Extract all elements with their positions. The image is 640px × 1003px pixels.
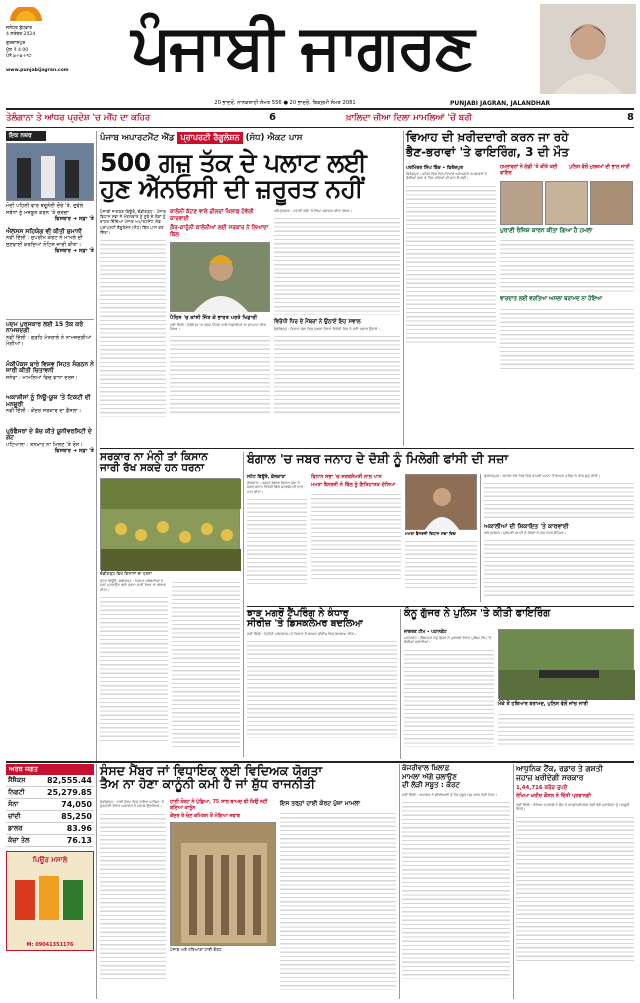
kejriwal-filler [402,799,510,979]
bengal-col1 [247,474,307,586]
left-item-4 [6,362,94,382]
education-subhead: ਇਸ ਤਰ੍ਹਾਂ ਹਾਈ ਕੋਰਟ ਪੁੱਜਾ ਮਾਮਲਾ [280,800,361,807]
left-column-divider [96,131,97,761]
masthead-website: www.punjabijagran.com [6,68,69,74]
education-col1 [100,800,166,981]
lead-kicker-post: (ਸੋਧ) ਐਕਟ ਪਾਸ [245,132,303,143]
right-top-headline-2: ਭੈਣ-ਭਰਾਵਾਂ 'ਤੇ ਫਾਇਰਿੰਗ, 3 ਦੀ ਮੌਤ [406,144,569,159]
teaser-link-2[interactable] [346,110,634,125]
left-item-text: ਪਟਿਆਲਾ : ਤਨਖ਼ਾਹ ਨਾ ਮਿਲਣ 'ਤੇ ਰੋਸ। [6,441,83,448]
left-item-text: ਜਨੇਵਾ : ਮਾਮਲਿਆਂ ਵਿਚ ਵਾਧਾ ਦਰਜ। [6,374,78,381]
market-row-gold [6,799,94,811]
kejriwal-head-1: ਕੇਜਰੀਵਾਲ ਖ਼ਿਲਾਫ਼ [402,764,450,772]
lead-headline-line1: 500 ਗਜ਼ ਤੱਕ ਦੇ ਪਲਾਟ ਲਈ [100,148,367,177]
kannu-col1 [404,629,494,747]
bengal-photo [405,474,477,530]
mid-col-b-body: ਚੰਡੀਗੜ੍ਹ : ਵਿਧਾਨ ਸਭਾ ਵਿਚ ਚਰਚਾ ਦੌਰਾਨ ਵਿਰੋਧੀ ਧਿਰ ਨੇ ਕਈ ਸਵਾਲ ਉਠਾਏ। [274,326,380,331]
teaser-rule [6,127,634,128]
education-bullet-2: ਕੇਂਦਰ ਤੇ ਚੋਣ ਕਮਿਸ਼ਨ ਤੋਂ ਮੰਗਿਆ ਜਵਾਬ [170,813,240,819]
edition-label: PUNJABI JAGRAN, JALANDHAR [450,100,551,107]
masthead-edition-place: ਗੁਰਦਾਸਪੁਰ [6,41,26,47]
defence-bullet-2: ਰੱਖਿਆ ਖ਼ਰੀਦ ਕੌਂਸਲ ਨੇ ਦਿੱਤੀ ਪ੍ਰਵਾਨਗੀ [516,792,591,799]
mid-col-a-body: ਨਵੀਂ ਦਿੱਲੀ : ਓਲੰਪਿਕ 'ਚ ਤਗਮੇ ਜਿੱਤਣ ਵਾਲੇ ਖਿਡਾਰੀਆਂ ਦਾ ਸਨਮਾਨ ਕੀਤਾ ਗਿਆ। [170,322,267,331]
left-item-1 [6,203,94,223]
education-col3 [280,800,396,990]
kejriwal-divider [513,764,514,999]
market-value: 74,050 [61,800,92,809]
kannu-headline: ਕੰਨੂ ਗੁੱਜਰ ਨੇ ਪੁਲਿਸ 'ਤੇ ਕੀਤੀ ਫਾਇਰਿੰਗ [404,608,551,619]
kannu-byline: ਜਾਗਰਣ ਟੀਮ • ਪਠਾਨਕੋਟ [404,630,447,635]
defence-headline-2: ਜਹਾਜ਼ ਖ਼ਰੀਦੇਗੀ ਸਰਕਾਰ [516,773,584,782]
market-row-dollar [6,823,94,835]
teaser-text: ਤੇਲੰਗਾਨਾ ਤੇ ਆਂਧਰ ਪ੍ਰਦੇਸ਼ 'ਚ ਮੀਂਹ ਦਾ ਕਹਿਰ [6,112,151,123]
masthead-day: ਜਲੰਧਰ ਬੁੱਧਵਾਰ [6,26,33,31]
mid-col-a-head: ਪੈਰਿਸ 'ਚ ਕਾਂਸੀ ਜਿੱਤ ਕੇ ਭਾਰਤ ਪਰਤੇ ਖਿਡਾਰੀ [170,315,258,321]
right-top-subhead-2: ਵਾਰਦਾਤ ਲਈ ਵਰਤਿਆ ਅਸਲਾ ਬਰਾਮਦ ਨਾ ਹੋਇਆ [500,296,603,303]
right-top-bullets [500,165,634,177]
left-item-ref: ਵਿਸਥਾਰ ➜ ਸਫ਼ਾ 'ਤੇ [54,448,94,454]
teaser-page: 8 [627,112,634,123]
ad-phone: M: 09041351176 [26,942,74,948]
victim-photo-1 [500,181,543,225]
right-top-photos [500,181,634,225]
markets-box [6,764,94,999]
bengal-filler-2 [311,491,401,581]
ott-filler [247,638,397,738]
jagran-logo-sun-icon [8,6,44,20]
ott-story [247,609,397,759]
defence-filler [516,814,634,964]
lead-divider [403,131,404,446]
left-item-5 [6,395,94,415]
victim-photo-3 [590,181,633,225]
bengal-bullet-1: ਵਿਧਾਨ ਸਭਾ 'ਚ ਸਰਬਸੰਮਤੀ ਨਾਲ ਪਾਸ [311,474,382,480]
teaser-link-1[interactable] [6,110,276,125]
markets-divider [96,764,97,999]
kannu-story [404,609,634,759]
market-row-sensex [6,775,94,787]
market-row-nifty [6,787,94,799]
ott-headline-2: ਸੀਰੀਜ਼ 'ਤੇ ਡਿਸਕਲੇਮਰ ਬਦਲਿਆ [247,617,363,629]
kannu-side: ਮੌਕੇ ਤੋਂ ਹਥਿਆਰ ਬਰਾਮਦ, ਪੁਲਿਸ ਵੱਲੋਂ ਜਾਂਚ ਜਾਰੀ [498,701,589,707]
right-mid-story [484,474,634,597]
mid-col-a-body2: ਅੰਮ੍ਰਿਤਸਰ : ਹਵਾਈ ਅੱਡੇ 'ਤੇ ਨਿੱਘਾ ਸਵਾਗਤ ਕੀਤਾ ਗਿਆ। [274,209,353,213]
bengal-right-divider [480,474,481,602]
left-column-label: ਇਕ ਨਜ਼ਰ [6,131,46,141]
right-top-bullet-2: ਪੁਲਿਸ ਵੱਲੋਂ ਮੁਲਜ਼ਮਾਂ ਦੀ ਭਾਲ ਜਾਰੀ [569,165,630,170]
left-item-text: ਨਵੀਂ ਦਿੱਲੀ : ਗ੍ਰਹਿ ਮੰਤਰਾਲੇ ਨੇ ਨਾਮਜ਼ਦਗੀਆਂ ਮੰਗੀਆਂ। [6,334,92,347]
lead-col2 [170,209,270,444]
left-item-text: ਮੋਦੀ ਪਹਿਲੀ ਵਾਰ ਬਰੂਨੇਈ ਦੌਰੇ 'ਤੇ, ਦੁਵੱਲੇ ਸਬੰਧਾਂ ਨੂੰ ਮਜ਼ਬੂਤ ਕਰਨ 'ਤੇ ਚਰਚਾ [6,203,84,216]
defence-bullet-1: 1,44,716 ਕਰੋੜ ਰੁਪਏ [516,785,568,791]
lead-body-filler [100,237,166,417]
markets-label: ਅਰਥ ਜਗਤ [6,764,94,775]
right-top-col2-filler [500,237,634,293]
kannu-filler [404,647,494,747]
row-rule-2 [247,606,634,607]
high-court-photo [170,822,276,946]
lead-photo [170,242,270,312]
education-filler [100,811,166,981]
farmers-filler [100,594,168,744]
right-mid-filler [484,480,634,520]
education-body: ਚੰਡੀਗੜ੍ਹ : ਹਾਈ ਕੋਰਟ ਵਿਚ ਦਾਇਰ ਪਟੀਸ਼ਨ 'ਤੇ ਸੁਣਵਾਈ ਦੌਰਾਨ ਅਦਾਲਤ ਨੇ ਸਵਾਲ ਉਠਾਇਆ। [100,800,164,809]
bengal-filler-3 [405,538,477,588]
kannu-photo [498,629,634,699]
teaser-strip [6,110,634,125]
left-item-head: ਪ੍ਰੋਫੈਸਰਾਂ ਦੇ ਬੱਚ ਕੀਤੇ ਯੂਨੀਵਰਸਿਟੀ ਦੇ ਗੇਟ [6,427,92,441]
lead-col1 [100,209,166,444]
masthead-pages: ਪੰਨੇ ੪+੪+੧੨ [6,53,32,59]
market-name: ਕੱਚਾ ਤੇਲ [8,836,30,844]
left-item-head: ਮੰਕੀਪੌਕਸ ਬਾਰੇ ਵਿਸ਼ਵ ਸਿਹਤ ਸੰਗਠਨ ਨੇ ਜਾਰੀ ਕੀਤੀ ਚਿਤਾਵਨੀ [6,360,94,374]
right-top-headline-1: ਵਿਆਹ ਦੀ ਖ਼ਰੀਦਦਾਰੀ ਕਰਨ ਜਾ ਰਹੇ [406,130,569,144]
ott-body: ਨਵੀਂ ਦਿੱਲੀ : ਓਟੀਟੀ ਪਲੇਟਫਾਰਮ ਨੇ ਵਿਵਾਦ ਤੋਂ ਬਾਅਦ ਸੀਰੀਜ਼ ਵਿਚ ਬਦਲਾਅ ਕੀਤਾ। [247,631,357,636]
defence-story [516,764,634,999]
market-name: ਚਾਂਦੀ [8,812,21,820]
left-filler-text [6,257,94,315]
farmers-filler-2 [172,579,240,749]
victim-photo-2 [545,181,588,225]
bengal-caption: ਮਮਤਾ ਬੈਨਰਜੀ ਵਿਧਾਨ ਸਭਾ ਵਿਚ [405,531,456,536]
left-item-head: ਪਦਮ ਪੁਰਸਕਾਰ ਲਈ 15 ਤੱਕ ਕਰੋ ਨਾਮਜ਼ਦਗੀ [6,320,84,334]
right-mid-body: ਗੁਰਦਾਸਪੁਰ : ਬਟਾਲਾ ਨੇੜੇ ਪਿੰਡ ਵਿਚ ਵਾਪਰੀ ਘਟਨਾ ਤੋਂ ਬਾਅਦ ਪੁਲਿਸ ਨੇ ਜਾਂਚ ਸ਼ੁਰੂ ਕੀਤੀ। [484,474,601,478]
left-item-head: ਐਲਸਸ ਸਹਿਯੋਗ ਵੀ ਕੀਤੀ ਜ਼ੁਮਾਨੀ [6,227,82,235]
market-row-crude [6,835,94,847]
market-value: 83.96 [66,824,92,833]
masthead-portrait-photo [540,4,636,94]
right-mid-body2: ਅੰਮ੍ਰਿਤਸਰ : ਸ਼੍ਰੋਮਣੀ ਕਮੇਟੀ ਦੇ ਮੈਂਬਰਾਂ ਨੇ ਮੰਗ ਪੱਤਰ ਸੌਂਪਿਆ। [484,530,567,535]
high-court-caption: ਪੰਜਾਬ ਅਤੇ ਹਰਿਆਣਾ ਹਾਈ ਕੋਰਟ [170,947,222,953]
defence-body: ਨਵੀਂ ਦਿੱਲੀ : ਰੱਖਿਆ ਮੰਤਰਾਲੇ ਨੇ ਫ਼ੌਜ ਦੇ ਆਧੁਨਿਕੀਕਰਨ ਲਈ ਵੱਡੇ ਪ੍ਰਾਜੈਕਟ ਨੂੰ ਮਨਜ਼ੂਰੀ ਦਿੱਤੀ। [516,803,630,812]
market-row-silver [6,811,94,823]
left-item-text: ਨਵੀਂ ਦਿੱਲੀ : ਕੇਂਦਰ ਸਰਕਾਰ ਦਾ ਫ਼ੈਸਲਾ। [6,408,82,414]
kejriwal-body: ਨਵੀਂ ਦਿੱਲੀ : ਅਦਾਲਤ ਨੇ ਸੀਬੀਆਈ ਨੂੰ ਹੋਰ ਸਬੂਤ ਪੇਸ਼ ਕਰਨ ਲਈ ਕਿਹਾ। [402,792,498,797]
bengal-filler [247,496,307,586]
ad-text: ਪਿਊਰ ਮਸਾਲੇ [32,856,68,864]
bengal-bullet-2: ਮਮਤਾ ਬੈਨਰਜੀ ਨੇ ਬਿੱਲ ਨੂੰ ਇਤਿਹਾਸਕ ਦੱਸਿਆ [311,482,396,488]
masthead-title: ਪੰਜਾਬੀ ਜਾਗਰਣ [131,10,473,83]
lead-kicker-tag: ਪ੍ਰਾਪਰਟੀ ਰੈਗੂਲੇਸ਼ਨ [177,132,242,144]
ott-divider [400,609,401,759]
market-name: ਡਾਲਰ [8,824,23,832]
kejriwal-head-3: ਦੀ ਲੋੜੀ ਸਬੂਤ : ਕੋਰਟ [402,781,460,789]
farmers-headline-1: ਸਰਕਾਰ ਨਾ ਮੰਨੀ ਤਾਂ ਕਿਸਾਨ [100,451,208,463]
right-mid-head: ਅਕਾਲੀਆਂ ਦੀ ਸ਼ਿਕਾਇਤ 'ਤੇ ਕਾਰਵਾਈ [484,523,569,531]
farmers-col-2 [172,579,240,749]
right-top-col2 [500,165,634,372]
lead-headline-line2: ਹੁਣ ਐੱਨਓਸੀ ਦੀ ਜ਼ਰੂਰਤ ਨਹੀਂ [100,174,363,204]
right-top-bullet-1: ਹਮਲਾਵਰਾਂ ਨੇ ਗੱਡੀ 'ਤੇ ਕੀਤੇ ਕਈ ਫਾਇਰ [500,165,558,176]
teaser-page: 6 [269,112,276,123]
left-item-3 [6,319,94,348]
education-filler-2 [280,810,396,990]
left-item-6 [6,429,94,455]
left-item-ref: ਵਿਸਥਾਰ ➜ ਸਫ਼ਾ 'ਤੇ [54,248,94,254]
farmers-headline-2: ਜਾਰੀ ਰੱਖ ਸਕਦੇ ਹਨ ਧਰਨਾ [100,462,205,475]
right-mid-filler-2 [484,537,634,597]
farmers-body: ਸਟੇਟ ਬਿਊਰੋ, ਚੰਡੀਗੜ੍ਹ : ਕਿਸਾਨ ਜਥੇਬੰਦੀਆਂ ਨੇ ਮੰਗਾਂ ਮਨਵਾਉਣ ਲਈ ਧਰਨਾ ਜਾਰੀ ਰੱਖਣ ਦਾ ਐਲਾਨ ਕੀਤਾ। [100,579,166,592]
farmers-caption: ਚੰਡੀਗੜ੍ਹ ਵਿਖੇ ਕਿਸਾਨਾਂ ਦਾ ਧਰਨਾ [100,571,152,577]
left-top-photo [6,143,94,201]
teaser-text: ਖ਼ਾਲਿਦਾ ਜ਼ੀਆ ਦਿਲਾ ਮਾਮਲਿਆਂ 'ਚੋਂ ਬਰੀ [346,112,472,123]
farmers-col-1 [100,579,168,749]
bengal-col3 [405,474,477,588]
bengal-byline: ਸਟੇਟ ਬਿਊਰੋ, ਕੋਲਕਾਤਾ [247,475,286,480]
row-rule-1 [100,448,634,449]
bengal-body: ਕੋਲਕਾਤਾ : ਪੱਛਮੀ ਬੰਗਾਲ ਵਿਧਾਨ ਸਭਾ ਨੇ ਜਬਰ ਜਨਾਹ ਵਿਰੋਧੀ ਬਿੱਲ ਸਰਬਸੰਮਤੀ ਨਾਲ ਪਾਸ ਕੀਤਾ। [247,481,303,494]
farmers-story [100,452,240,757]
bengal-story [247,452,634,604]
lead-kicker [100,131,400,144]
education-col2 [170,800,276,952]
right-top-byline: ਪਰਮਿੰਦਰ ਸਿੰਘ ਥਿੰਦ • ਫਿਰੋਜ਼ਪੁਰ [406,166,464,171]
masthead-date: 4 ਸਤੰਬਰ 2024 [6,32,36,38]
left-item-text: ਨਵੀਂ ਦਿੱਲੀ : ਸੁਪਰੀਮ ਕੋਰਟ ਨੇ ਮਾਮਲੇ ਦੀ ਸੁਣਵਾਈ ਕਰਦਿਆਂ ਨੋਟਿਸ ਜਾਰੀ ਕੀਤਾ। [6,235,83,248]
mid-col-b-head: ਵਿਰੋਧੀ ਧਿਰ ਦੇ ਮੈਂਬਰਾਂ ਨੇ ਉਠਾਏ ਇਹ ਸਵਾਲ [274,319,361,326]
left-item-2 [6,229,94,255]
education-story [100,764,396,999]
bengal-col2 [311,474,401,581]
market-value: 76.13 [66,836,92,845]
left-column [6,131,94,761]
market-name: ਨਿਫਟੀ [8,788,25,796]
lead-story [100,131,400,446]
farmers-photo [100,478,240,570]
farmers-divider [243,452,244,757]
masthead-price: ਮੁੱਲ ₹ 4.00 [6,47,29,53]
market-value: 82,555.44 [46,776,92,785]
masthead-meta [6,26,86,74]
kannu-col2 [498,629,634,747]
lead-col3 [274,209,400,444]
masthead [0,0,640,120]
farmers-body-cols [100,579,240,749]
education-divider [399,764,400,999]
education-headline-2: ਤੈਅ ਨਾ ਹੋਣਾ ਕਾਨੂੰਨੀ ਕਮੀ ਹੈ ਜਾਂ ਸ਼ੁੱਧ ਰਾਜਨੀਤੀ [100,776,316,792]
right-top-body: ਫਿਰੋਜ਼ਪੁਰ : ਸ਼ਹਿਰ ਵਿਚ ਦਿਨ-ਦਿਹਾੜੇ ਅਣਪਛਾਤੇ ਹਮਲਾਵਰਾਂ ਨੇ ਗੋਲੀਆਂ ਚਲਾ ਕੇ ਤਿੰਨ ਜਣਿਆਂ ਦੀ ਜਾਨ ਲੈ ਲਈ। [406,172,488,181]
right-top-col2-filler-2 [500,306,634,372]
left-item-ref: ਵਿਸਥਾਰ ➜ ਸਫ਼ਾ 'ਤੇ [54,216,94,222]
lead-kicker-pre: ਪੰਜਾਬ ਅਪਾਰਟਮੈਂਟ ਐਂਡ [100,132,175,143]
right-top-subhead: ਪੁਰਾਣੀ ਰੰਜਿਸ਼ ਕਾਰਨ ਕੀਤਾ ਗਿਆ ਹੈ ਹਮਲਾ [500,227,593,234]
ott-headline-1: ਝਾੜ ਮਗਰੋਂ ਟੈਂਪਰਿੰਗ ਨੇ ਕੰਧਾਰ [247,608,349,619]
right-top-filler [406,183,496,343]
market-value: 25,279.85 [46,788,92,797]
dates-strip: 20 ਭਾਦਰੋਂ, ਨਾਨਕਸ਼ਾਹੀ ਸੰਮਤ 556 ● 20 ਭਾਦਰੋਂ, ਬਿਕ੍ਰਮੀ ਸੰਮਤ 2081 [214,100,356,106]
lead-col3-filler [274,215,400,315]
lead-bullet-2: ਗ਼ੈਰ-ਕਾਨੂੰਨੀ ਕਾਲੋਨੀਆਂ ਲਈ ਸਰਕਾਰ ਨੇ ਲਿਆਂਦਾ ਬਿੱਲ [170,225,269,238]
lead-col3-filler-2 [274,333,400,413]
defence-headline-1: ਆਧੁਨਿਕ ਟੈਂਕ, ਰਡਾਰ ਤੇ ਗਸ਼ਤੀ [516,764,603,773]
right-top-col1 [406,165,496,343]
lead-bullet-1: ਕਾਲੋਨੀ ਕੱਟਣ ਵਾਲੇ ਡੀਲਰਾਂ ਖ਼ਿਲਾਫ਼ ਹੋਵੇਗੀ ਕਾਰਵਾਈ [170,209,254,222]
kannu-body: ਪਠਾਨਕੋਟ : ਗੈਂਗਸਟਰ ਕੰਨੂ ਗੁੱਜਰ ਨੇ ਮੁਕਾਬਲੇ ਦੌਰਾਨ ਪੁਲਿਸ ਟੀਮ 'ਤੇ ਗੋਲੀਆਂ ਚਲਾਈਆਂ। [404,636,492,645]
market-name: ਸੈਂਸੈਕਸ [8,776,26,784]
mid-col-a-filler [170,333,270,413]
lead-body: ਪੰਜਾਬੀ ਜਾਗਰਣ ਬਿਊਰੋ, ਚੰਡੀਗੜ੍ਹ : ਪੰਜਾਬ ਵਿਧਾਨ ਸਭਾ ਨੇ ਮੰਗਲਵਾਰ ਨੂੰ ਸੂਬੇ ਦੇ ਲੋਕਾਂ ਨੂੰ ਰਾਹਤ ਦਿੰਦਿਆਂ ਪੰਜਾਬ ਅਪਾਰਟਮੈਂਟ ਐਂਡ ਪ੍ਰਾਪਰਟੀ ਰੈਗੂਲੇਸ਼ਨ (ਸੋਧ) ਬਿੱਲ ਪਾਸ ਕਰ ਦਿੱਤਾ। [100,209,166,235]
education-headline-1: ਸੰਸਦ ਮੈਂਬਰ ਜਾਂ ਵਿਧਾਇਕ ਲਈ ਵਿਦਿਅਕ ਯੋਗਤਾ [100,763,323,778]
market-value: 85,250 [61,812,92,821]
market-name: ਸੋਨਾ [8,800,19,808]
kejriwal-story [402,764,510,999]
ad-packets-icon [15,874,87,928]
spice-advertisement[interactable] [6,851,94,951]
bengal-headline: ਬੰਗਾਲ 'ਚ ਜਬਰ ਜਨਾਹ ਦੇ ਦੋਸ਼ੀ ਨੂੰ ਮਿਲੇਗੀ ਫਾਂਸੀ ਦੀ ਸਜ਼ਾ [247,451,509,466]
education-bullet-1: ਹਾਈ ਕੋਰਟ ਨੇ ਪੁੱਛਿਆ, 75 ਸਾਲ ਬਾਅਦ ਵੀ ਕਿਉਂ ਨਹੀਂ ਬਣਿਆ ਕਾਨੂੰਨ [170,800,268,811]
right-top-story [406,131,634,446]
kannu-filler-2 [498,711,634,747]
kejriwal-head-2: ਮਾਮਲਾ ਅੱਗੇ ਚਲਾਉਣ [402,772,457,781]
left-item-head: ਅਕਾਸ਼ੀਸਾਂ ਨੂੰ ਨਿਊ-ਯੂਜ਼ 'ਤੇ ਟਿਕਟੀ ਦੀ ਮਨਜ਼ੂਰੀ [6,394,91,408]
